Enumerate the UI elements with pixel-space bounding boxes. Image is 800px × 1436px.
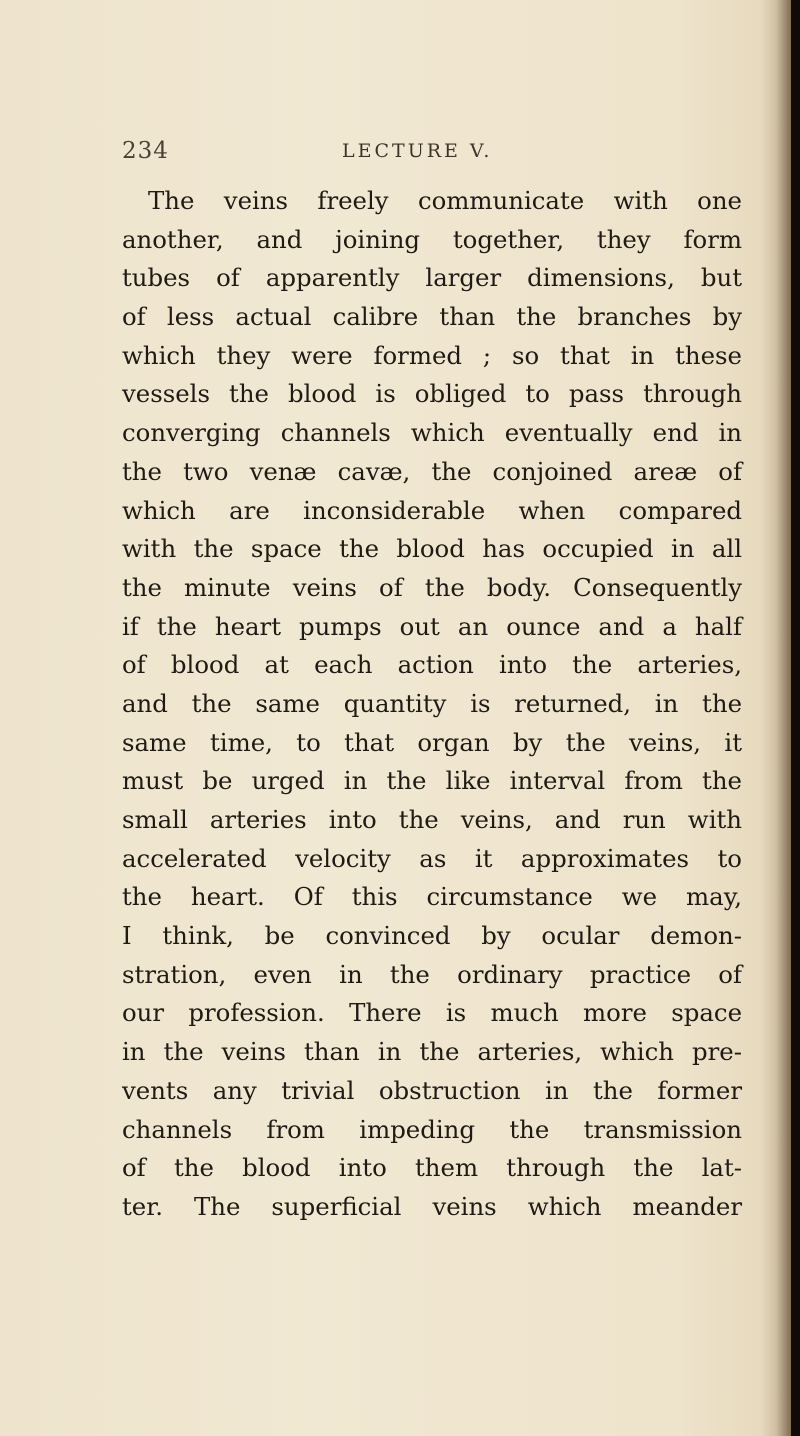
text-line: small arteries into the veins, and run with <box>122 805 742 834</box>
text-line: stration, even in the ordinary practice of <box>122 959 742 989</box>
text-line: which they were formed ; so that in these <box>122 340 742 370</box>
text-line: The veins freely communicate with one <box>148 186 742 215</box>
text-line: of less actual calibre than the branches by <box>122 302 742 332</box>
text-line: and the same quantity is returned, in the <box>122 688 742 718</box>
text-line: of blood at each action into the arteries, <box>122 650 742 680</box>
text-line: another, and joining together, they form <box>122 224 742 254</box>
text-line: in the veins than in the arteries, which pre- <box>122 1037 742 1067</box>
text-line: which are inconsiderable when compared <box>122 495 742 525</box>
text-line: tubes of apparently larger dimensions, but <box>122 263 742 293</box>
text-line: I think, be convinced by ocular demon- <box>122 921 742 951</box>
running-head: LECTURE V. <box>342 140 493 162</box>
text-line: our profession. There is much more space <box>122 998 742 1028</box>
text-line: ter. The superficial veins which meander <box>122 1191 742 1221</box>
page-header <box>122 138 682 172</box>
text-line: of the blood into them through the lat- <box>122 1153 742 1183</box>
body-paragraph <box>122 182 742 1227</box>
text-line: vents any trivial obstruction in the former <box>122 1075 742 1105</box>
text-line: must be urged in the like interval from the <box>122 766 742 796</box>
text-line: accelerated velocity as it approximates to <box>122 843 742 873</box>
text-line: vessels the blood is obliged to pass through <box>122 379 742 409</box>
text-line: the minute veins of the body. Consequently <box>122 572 742 602</box>
text-line: same time, to that organ by the veins, it <box>122 727 742 757</box>
text-line: the heart. Of this circumstance we may, <box>122 882 742 912</box>
text-line: with the space the blood has occupied in all <box>122 534 742 564</box>
page-number: 234 <box>122 138 169 164</box>
text-line: if the heart pumps out an ounce and a half <box>122 611 742 641</box>
text-line: the two venæ cavæ, the conjoined areæ of <box>122 456 742 486</box>
page-edge <box>791 0 800 1436</box>
text-line: channels from impeding the transmission <box>122 1114 742 1144</box>
text-line: converging channels which eventually end in <box>122 418 742 448</box>
